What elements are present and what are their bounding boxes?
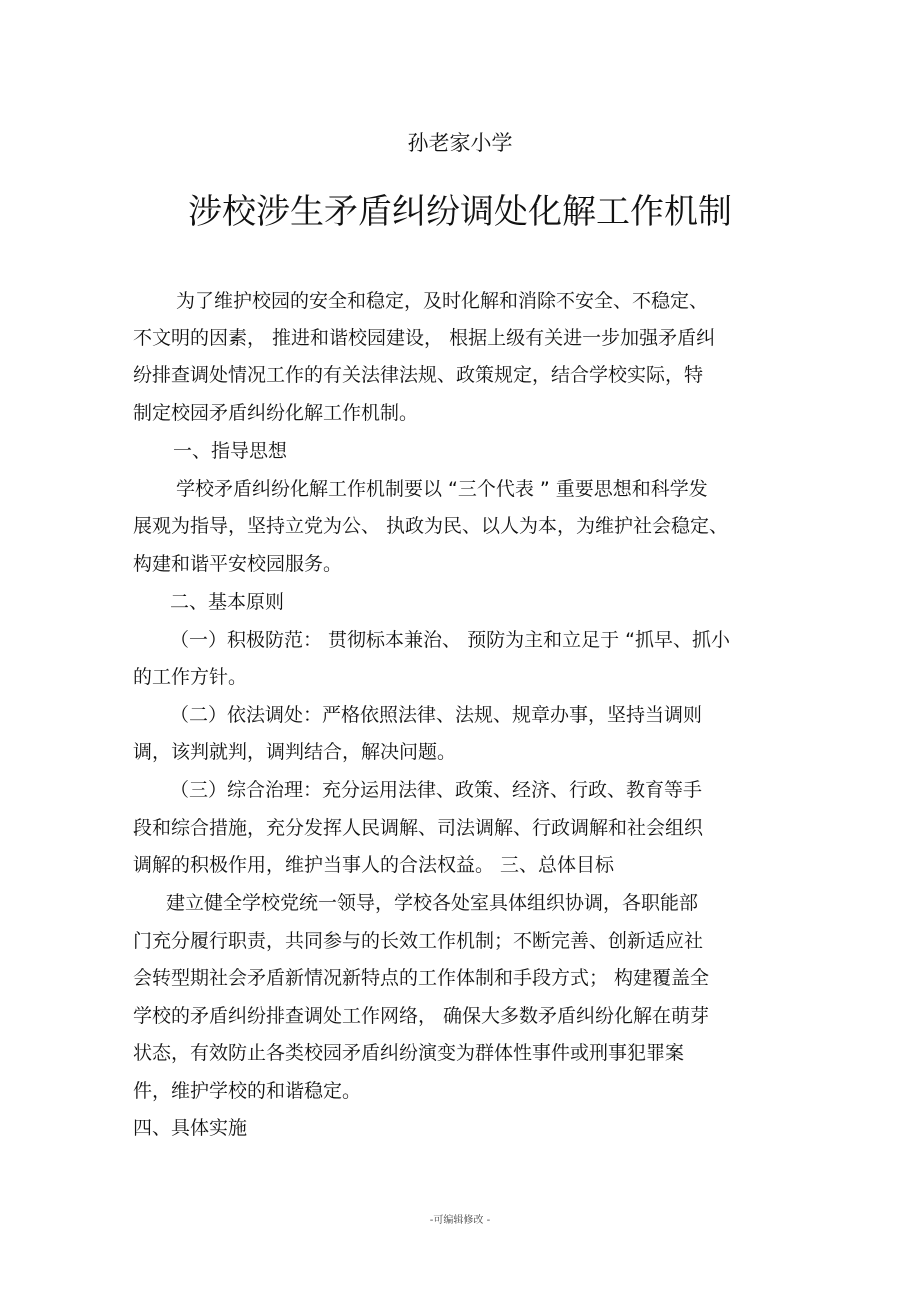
body-line: 建立健全学校党统一领导，学校各处室具体组织协调，各职能部 <box>166 892 699 914</box>
school-name: 孙老家小学 <box>407 131 513 155</box>
body-line: 会转型期社会矛盾新情况新特点的工作体制和手段方式； 构建覆盖全 <box>133 967 710 989</box>
section-heading: 一、指导思想 <box>173 440 288 462</box>
body-line: 构建和谐平安校园服务。 <box>133 553 343 575</box>
body-line: 状态，有效防止各类校园矛盾纠纷演变为群体性事件或刑事犯罪案 <box>133 1042 685 1064</box>
document-title: 涉校涉生矛盾纠纷调处化解工作机制 <box>188 192 732 232</box>
section-heading: 二、基本原则 <box>170 591 285 613</box>
body-line: 件，维护学校的和谐稳定。 <box>133 1080 362 1102</box>
body-line: 展观为指导，坚持立党为公、 执政为民、以人为本，为维护社会稳定、 <box>133 515 729 537</box>
body-line: （一）积极防范： 贯彻标本兼治、 预防为主和立足于 “抓早、抓小 <box>170 629 730 651</box>
body-line: 学校矛盾纠纷化解工作机制要以 “三个代表 ” 重要思想和科学发 <box>176 478 708 500</box>
body-line: 的工作方针。 <box>133 666 248 688</box>
body-line: 调，该判就判，调判结合，解决问题。 <box>133 741 457 763</box>
body-line: 调解的积极作用，维护当事人的合法权益。 三、总体目标 <box>133 854 615 876</box>
body-line: 制定校园矛盾纠纷化解工作机制。 <box>133 402 419 424</box>
body-line: 学校的矛盾纠纷排查调处工作网络， 确保大多数矛盾纠纷化解在萌芽 <box>133 1005 710 1027</box>
body-line: （三）综合治理：充分运用法律、政策、经济、行政、教育等手 <box>170 779 703 801</box>
body-line: 门充分履行职责，共同参与的长效工作机制；不断完善、创新适应社 <box>133 930 704 952</box>
section-heading: 四、具体实施 <box>133 1117 248 1139</box>
body-line: 不文明的因素， 推进和谐校园建设， 根据上级有关进一步加强矛盾纠 <box>133 327 716 349</box>
body-line: 为了维护校园的安全和稳定，及时化解和消除不安全、不稳定、 <box>176 290 709 312</box>
body-line: 段和综合措施，充分发挥人民调解、司法调解、行政调解和社会组织 <box>133 817 704 839</box>
body-line: （二）依法调处：严格依照法律、法规、规章办事，坚持当调则 <box>170 704 703 726</box>
page-footer: -可编辑修改 - <box>429 1215 491 1226</box>
body-line: 纷排查调处情况工作的有关法律法规、政策规定，结合学校实际，特 <box>133 364 704 386</box>
